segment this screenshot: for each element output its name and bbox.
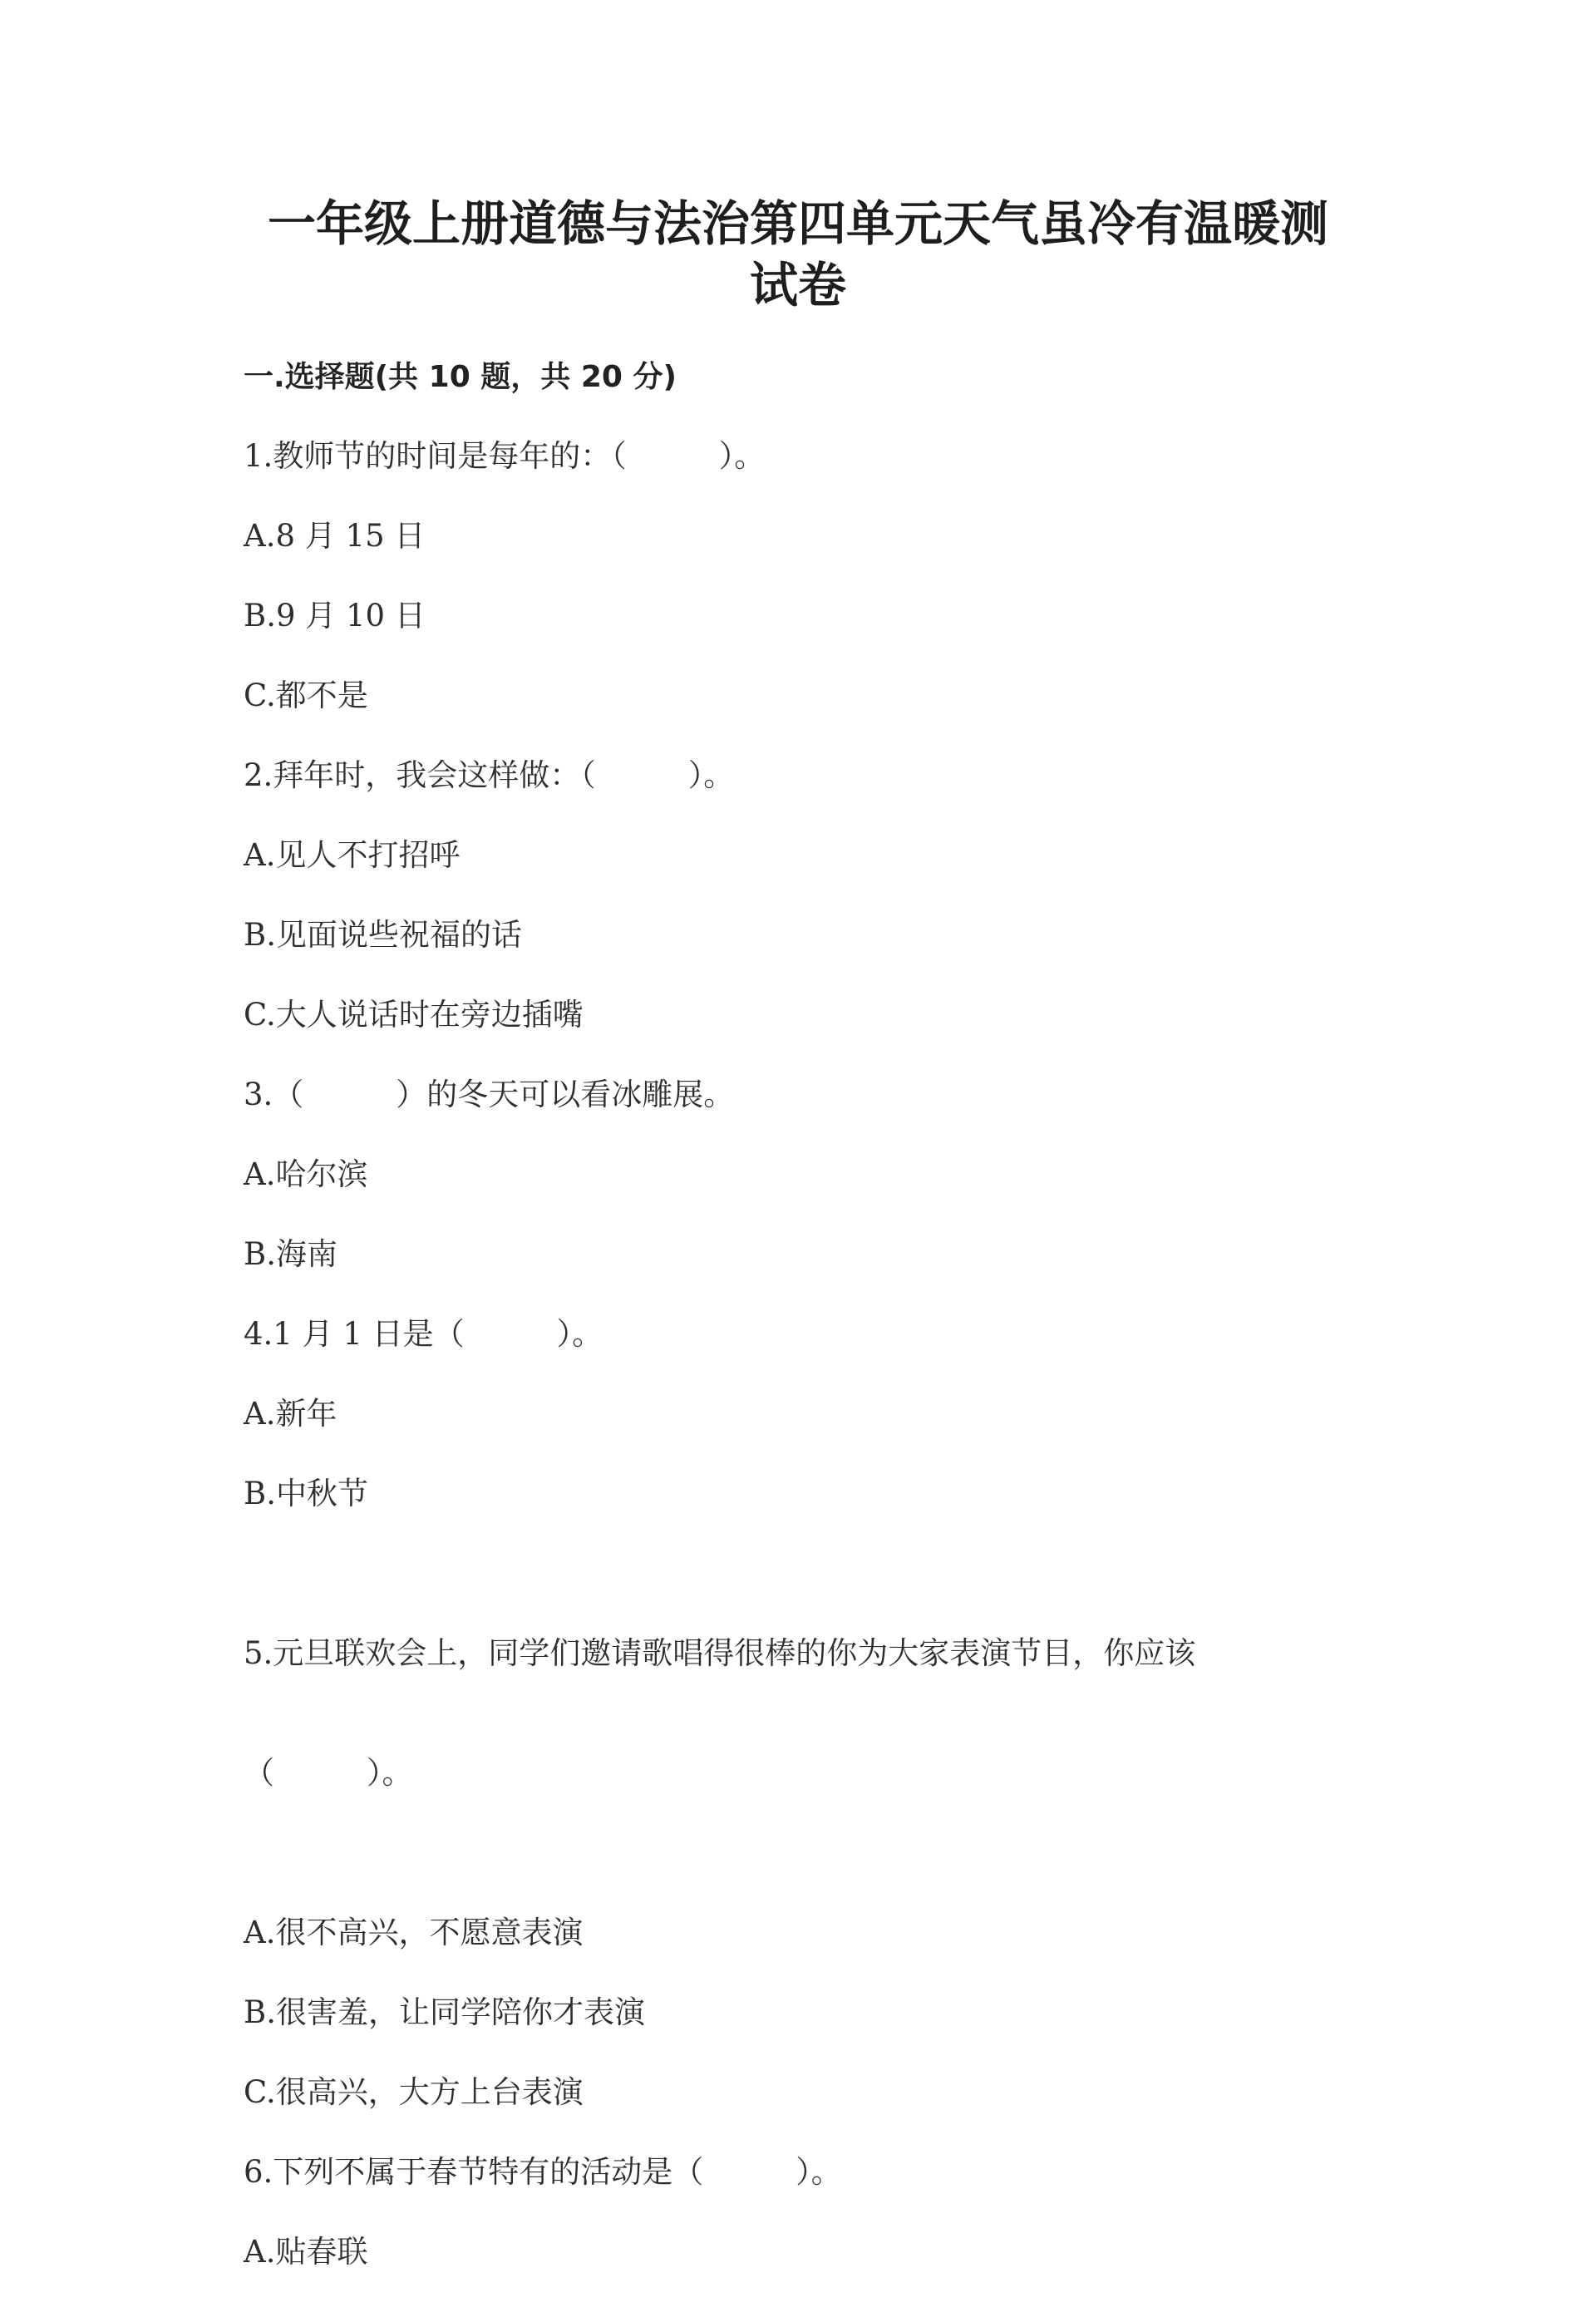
page-title-line-1: 一年级上册道德与法治第四单元天气虽冷有温暖测 — [267, 195, 1328, 252]
section-heading: 一.选择题(共 10 题，共 20 分) — [244, 360, 677, 394]
question-list — [244, 436, 1341, 2312]
question-1-option-b: B.9 月 10 日 — [244, 598, 426, 633]
question-1-stem: 1.教师节的时间是每年的：（ ）。 — [244, 438, 766, 474]
question-1-option-c: C.都不是 — [244, 678, 368, 713]
question-3-option-b: B.海南 — [244, 1236, 337, 1272]
question-5-stem — [244, 1554, 1341, 1873]
question-2-option-a: A.见人不打招呼 — [244, 837, 461, 873]
page-title-line-2: 试卷 — [749, 257, 846, 313]
question-3-option-a: A.哈尔滨 — [244, 1156, 368, 1192]
page-title — [166, 193, 1430, 316]
question-1-option-a: A.8 月 15 日 — [244, 518, 426, 554]
question-6-option-a: A.贴春联 — [244, 2234, 368, 2270]
question-5-option-a: A.很不高兴，不愿意表演 — [244, 1915, 584, 1950]
question-2-option-b: B.见面说些祝福的话 — [244, 917, 522, 953]
question-6-stem: 6.下列不属于春节特有的活动是（ ）。 — [244, 2154, 842, 2190]
question-5-option-c: C.很高兴，大方上台表演 — [244, 2074, 584, 2110]
question-5-option-b: B.很害羞，让同学陪你才表演 — [244, 1994, 645, 2030]
question-5-stem-line-2: （ ）。 — [244, 1755, 413, 1791]
question-4-option-a: A.新年 — [244, 1396, 337, 1432]
question-4-option-b: B.中秋节 — [244, 1476, 368, 1511]
question-4-stem: 4.1 月 1 日是（ ）。 — [244, 1316, 603, 1352]
question-3-stem: 3.（ ）的冬天可以看冰雕展。 — [244, 1077, 735, 1112]
question-5-stem-line-1: 5.元旦联欢会上，同学们邀请歌唱得很棒的你为大家表演节目，你应该 — [244, 1635, 1196, 1671]
question-2-option-c: C.大人说话时在旁边插嘴 — [244, 997, 584, 1033]
question-2-stem: 2.拜年时，我会这样做：（ ）。 — [244, 757, 735, 793]
